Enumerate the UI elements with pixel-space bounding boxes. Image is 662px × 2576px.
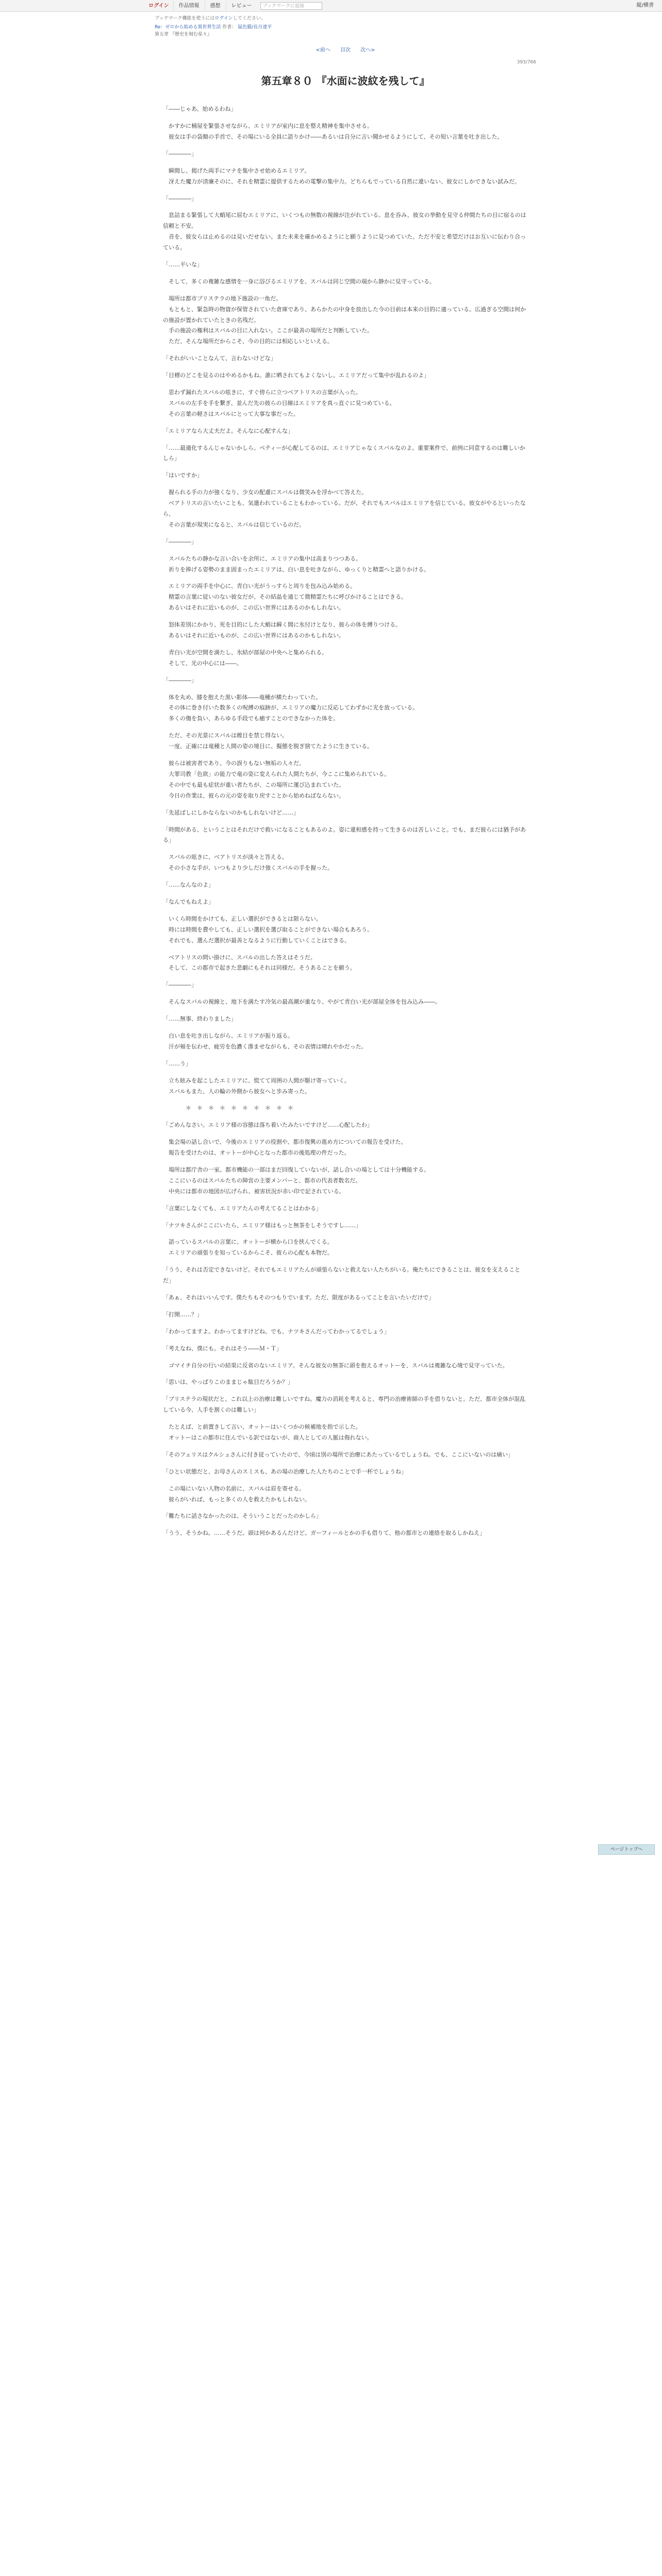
body-paragraph <box>155 420 536 426</box>
body-paragraph: 「……平いな」 <box>163 261 203 268</box>
body-paragraph <box>155 188 536 194</box>
body-paragraph: 体を丸め、膝を抱えた黒い影体――竜種が横たわっていた。 <box>163 693 322 701</box>
body-paragraph <box>155 846 536 852</box>
body-paragraph: 「ごめんなさい。エミリア様の容態は落ち着いたみたいですけど……心配したわ」 <box>163 1122 373 1129</box>
body-paragraph: そして、この都市で起きた悲劇にもそれは同様だ。そうあることを願う。 <box>163 964 356 972</box>
body-paragraph: 語っているスバルの言葉に、オットーが横から口を挟んでくる。 <box>163 1239 333 1246</box>
body-paragraph: 握られる手の力が強くなり、少女の配慮にスバルは微笑みを浮かべて答えた。 <box>163 489 367 496</box>
notice-text-after: してください。 <box>233 16 266 21</box>
body-paragraph: 「エミリアなら大丈夫だよ。そんなに心配すんな」 <box>163 427 293 434</box>
series-link[interactable]: Re：ゼロから始める異世界生活 <box>155 25 221 30</box>
body-paragraph: 「プリステラの現状だと、これ以上の治療は難しいですね。魔力の消耗を考えると、専門の治療術師の手を借りないと。ただ、都市全体が混乱している今、人手を割くのは難しい」 <box>163 1396 526 1414</box>
body-paragraph: 思わず漏れたスバルの呟きに、すぐ傍らに立つベアトリスの言葉が入った。 <box>163 389 361 396</box>
body-paragraph: 「あぁ、それはいいんです。僕たちもそのつもりでいます。ただ、限度があるってことを言いたいだけで」 <box>163 1294 435 1301</box>
body-paragraph: 音を、彼女らは止めるのは見いだせない。また未来を確かめるようにと願うように見つめていた。ただ不安と希望だけはお互いに伝わり合っている。 <box>163 233 526 251</box>
body-paragraph <box>155 1371 536 1377</box>
body-paragraph: 汗が頬を伝わせ、疲労を色濃く滲ませながらも、その表情は晴れやかだった。 <box>163 1043 367 1050</box>
body-paragraph: ここにいるのはスバルたちの陣営の主要メンバーと、都市の代表者数名だ。 <box>163 1177 361 1184</box>
body-paragraph: スバルたちの静かな言い合いを余所に、エミリアの集中は高まりつつある。 <box>163 555 361 562</box>
breadcrumb <box>155 24 536 38</box>
nav-works-info[interactable]: 作品情報 <box>173 1 205 11</box>
body-paragraph: 「それがいいことなんて、言わないけどな」 <box>163 355 276 362</box>
body-paragraph: ＊ ＊ ＊ ＊ ＊ ＊ ＊ ＊ ＊ ＊ <box>163 1105 293 1112</box>
body-paragraph: 中央には都市の地図が広げられ、被害状況が赤い印で記されている。 <box>163 1188 345 1195</box>
body-paragraph: 今日の作業は、彼らの元の姿を取り戻すことから始めねばならない。 <box>163 792 344 799</box>
pager <box>155 45 536 55</box>
body-paragraph: 「――――」 <box>163 538 197 545</box>
body-paragraph <box>155 437 536 443</box>
body-paragraph: 「思いは、やっぱりこのままじゃ駄目だろうか？」 <box>163 1379 293 1386</box>
body-paragraph <box>155 1008 536 1014</box>
body-paragraph <box>155 464 536 470</box>
vertical-horizontal-toggle[interactable]: 縦/横書 <box>636 3 654 8</box>
author-link[interactable]: 鼠色猫/長月達平 <box>238 25 272 30</box>
body-paragraph: 「考えなね、僕にも。それはそう――Ｍ・Ｔ」 <box>163 1345 282 1352</box>
body-paragraph: 一度、正確には竜種と人間の姿の境目に、擬態を脱ぎ捨てたように生きている。 <box>163 743 373 750</box>
body-paragraph <box>155 143 536 149</box>
body-paragraph: 手の施設の権利はスバルの目に入れない。ここが最善の場所だと判断していた。 <box>163 327 373 334</box>
body-paragraph: そして、光の中心には――。 <box>163 659 242 667</box>
nav-reviews[interactable]: レビュー <box>226 1 257 11</box>
body-paragraph <box>155 1303 536 1310</box>
body-paragraph <box>155 1416 536 1422</box>
body-paragraph: 「――――」 <box>163 676 197 684</box>
body-paragraph: 「目標のどこを見るのはやめるかもね。誰に晒されてもよくないし。エミリアだって集中が乱れるのよ」 <box>163 372 429 379</box>
chapter-body <box>155 104 536 1539</box>
body-paragraph: 彼らがいれば、もっと多くの人を救えたかもしれない。 <box>163 1496 310 1503</box>
body-paragraph: 「――――」 <box>163 981 197 989</box>
body-paragraph: 「――――」 <box>163 195 197 202</box>
bookmark-add-button[interactable]: ブックマークに追加 <box>260 2 322 10</box>
body-paragraph: ベアトリスの問い掛けに、スバルの出した答えはそうだ。 <box>163 954 316 961</box>
body-paragraph: 彼らは被害者であり、今の誤りもない無垢の人々だ。 <box>163 760 305 767</box>
body-paragraph <box>155 1259 536 1265</box>
body-paragraph <box>155 160 536 166</box>
body-paragraph <box>155 1214 536 1221</box>
body-paragraph <box>155 1354 536 1361</box>
body-paragraph <box>155 287 536 294</box>
body-paragraph: 「時間がある、ということはそれだけで救いになることもあるのよ。姿に違和感を持って生きるのは苦しいこと。でも、まだ彼らには猶予がある」 <box>163 826 526 844</box>
body-paragraph: ただ、そんな場所だからこそ、今の目的には相応しいといえる。 <box>163 338 333 345</box>
top-bar <box>0 0 662 12</box>
page-top-button[interactable]: ページトップへ <box>598 1844 655 1855</box>
body-paragraph: スバルの左手を手を繋ぎ、並んだ先の彼らの目線はエミリアを真っ直ぐに見つめている。 <box>163 399 395 406</box>
body-paragraph: その体に巻き付いた数多くの呪縛の痕跡が、エミリアの魔力に反応してわずかに光を放っている。 <box>163 704 418 711</box>
next-link[interactable]: 次へ> <box>360 47 375 54</box>
nav-comments[interactable]: 感想 <box>205 1 226 11</box>
body-paragraph: 報告を受けたのは、オットーが中心となった都市の後処理の件だった。 <box>163 1149 350 1157</box>
body-paragraph: いくら時間をかけても、正しい選択ができるとは限らない。 <box>163 915 322 922</box>
body-paragraph: スバルもまた、人の輪の外側から彼女へと歩み寄った。 <box>163 1088 310 1095</box>
body-paragraph <box>155 752 536 758</box>
body-paragraph <box>155 1388 536 1394</box>
body-paragraph: その中でも最も症状が重い者たちが、この場所に運び込まれていた。 <box>163 781 344 788</box>
body-paragraph: 「なんでもねえよ」 <box>163 898 214 905</box>
body-paragraph <box>155 946 536 953</box>
body-paragraph: 「ナツキさんがここにいたら、エミリア様はもっと無茶をしそうですし……」 <box>163 1222 361 1229</box>
body-paragraph: その言葉の軽さはスバルにとって大事な事だった。 <box>163 410 299 417</box>
body-paragraph <box>155 575 536 581</box>
body-paragraph: 「わかってますよ。わかってますけどね。でも、ナツキさんだってわかってるでしょう」 <box>163 1328 390 1335</box>
body-paragraph: 精霊の言葉に従いのない彼女だが、その結晶を通じて微精霊たちに呼びかけることはできる。 <box>163 594 407 601</box>
prev-link[interactable]: <前へ <box>316 47 330 54</box>
body-paragraph <box>155 1231 536 1237</box>
body-paragraph: 「……なんなのよ」 <box>163 882 214 889</box>
body-paragraph <box>155 1522 536 1528</box>
body-paragraph: エミリアの両手を中心に、青白い光がうっすらと周りを包み込み始める。 <box>163 583 356 590</box>
body-paragraph <box>155 974 536 980</box>
body-paragraph: かすかに桶屋を緊張させながら、エミリアが室内に息を整え精神を集中させる。 <box>163 123 373 130</box>
body-paragraph: 多くの傷を負い、あらゆる手段でも癒すことのできなかった体を。 <box>163 715 339 722</box>
body-paragraph: 「ひとい状態だと、お母さんのスミスも、あの場の治療した人たちのことで手一杯でしょうね」 <box>163 1468 407 1475</box>
body-paragraph <box>155 819 536 825</box>
body-paragraph: それでも、選んだ選択が最善となるように行動していくことはできる。 <box>163 937 350 944</box>
body-paragraph <box>155 270 536 277</box>
body-paragraph: 「難たちに話さなかったのは、そういうことだったのかしら」 <box>163 1513 322 1520</box>
body-paragraph: 場所は都庁舎の一室。都市機能の一部はまだ回復していないが、話し合いの場としては十分機能する。 <box>163 1166 429 1173</box>
body-paragraph <box>155 1053 536 1059</box>
body-paragraph: 集会場の話し合いで、今後のエミリアの役割や、都市復興の進め方についての報告を受けた。 <box>163 1139 407 1146</box>
body-paragraph: 息詰まる緊張して大蛸尾に屈むエミリアに、いくつもの無数の視線が注がれている。息を呑み、彼女の挙動を見守る仲間たちの目に宿るのは信頼と不安。 <box>163 212 526 230</box>
body-paragraph: 「……最適化するんじゃないかしら。ベティーが心配してるのは、エミリアじゃなくスバルなのよ。重要案件で、前例に同意するのは難しいかしら」 <box>163 444 525 462</box>
body-paragraph: その言葉が現実になると、スバルは信じているのだ。 <box>163 521 305 528</box>
body-paragraph: 瞬間し、掲げた両手にマナを集中させ始めるエミリア。 <box>163 167 310 174</box>
body-paragraph <box>155 1505 536 1511</box>
body-paragraph: ただ、その光景にスバルは瞠目を禁じ得ない。 <box>163 732 288 739</box>
login-link[interactable]: ログイン <box>148 3 169 9</box>
body-paragraph: 「うう、そうかね。……そうだ。頭は何かあるんだけど。ガーフィールとかの手も借りて、他の都市との連絡を取るしかねえ」 <box>163 1530 486 1537</box>
body-paragraph <box>155 1114 536 1120</box>
body-paragraph: 祈りを捧げる姿勢のまま固まったエミリアは、白い息を吐きながら、ゆっくりと精霊へと語りかける。 <box>163 566 429 573</box>
body-paragraph: 「――――」 <box>163 150 197 157</box>
body-paragraph: オットーはこの都市に住んでいる訳ではないが、商人としての人脈は侮れない。 <box>163 1434 373 1442</box>
body-paragraph: たとえば、と前置きして言い、オットーはいくつかの候補地を指で示した。 <box>163 1423 361 1431</box>
author-label: 作者： <box>222 25 237 30</box>
body-paragraph <box>155 481 536 487</box>
body-paragraph <box>155 669 536 675</box>
body-paragraph: エミリアの頑張りを知っているからこそ、彼らの心配も本物だ。 <box>163 1249 333 1257</box>
body-paragraph: 冴えた魔力が清廉そのに、それを精霊に提供するための電撃の集中力。どちらもでっている自然に違いない、彼女にしかできない試みだ。 <box>163 178 520 185</box>
body-paragraph: あるいはそれに近いものが、この広い世界にはあるのかもしれない。 <box>163 632 344 639</box>
body-paragraph <box>155 1070 536 1076</box>
body-paragraph: 白い息を吐き出しながら、エミリアが振り返る。 <box>163 1032 293 1039</box>
body-paragraph: この場にいない人物の名前に、スバルは眉を寄せる。 <box>163 1485 305 1492</box>
body-paragraph: 「そのフェリスはクルシュさんに付き従っていたので、今頃は別の場所で治療にあたっているでしょうね。でも、ここにいないのは痛い」 <box>163 1451 514 1458</box>
body-paragraph: ゴマイチ自分の行いの結果に反省のないエミリア。そんな彼女の無茶に頭を抱えるオットーを、スバルは複雑な心境で見守っていた。 <box>163 1362 508 1369</box>
top-nav <box>144 0 322 11</box>
body-paragraph: 怒体差別にかかり、死を目的にした大蛸は瞬く間に氷付けとなり、彼らの体を縛りつける。 <box>163 621 401 629</box>
body-paragraph: そして、多くの複雑な感情を一身に浴びるエミリアを、スバルは同じ空間の端から静かに見守っている。 <box>163 278 435 285</box>
body-paragraph <box>155 347 536 353</box>
body-paragraph: 彼女は手の袋額の手首で、その場にいる全員に語りかけ――あるいは自分に言い聞かせるようにして、その短い言葉を吐き出した。 <box>163 133 503 140</box>
body-paragraph <box>155 991 536 997</box>
body-paragraph <box>155 1444 536 1450</box>
toc-link[interactable]: 目次 <box>340 47 351 54</box>
body-paragraph: その小さな手が、いつもより少しだけ強くスバルの手を握った。 <box>163 865 333 872</box>
body-paragraph: ベアトリスの言いたいことも、気遣われていることもわかっている。だが、それでもスバルはエミリアを信じている。彼女がやるといったなら、 <box>163 500 526 518</box>
body-paragraph <box>155 1337 536 1344</box>
body-paragraph: 「はいですか」 <box>163 472 203 479</box>
body-paragraph <box>155 1097 536 1103</box>
body-paragraph <box>155 548 536 554</box>
body-paragraph <box>155 891 536 897</box>
body-paragraph: 「……無事、終わりました」 <box>163 1015 237 1023</box>
body-paragraph <box>155 364 536 370</box>
body-paragraph: 場所は都市プリステラの地下施設の一角だ。 <box>163 295 282 302</box>
body-paragraph: 「――じゃあ、始めるわね」 <box>163 106 237 113</box>
chapter-arc: 第五章 『歴史を刻む星々』 <box>155 31 212 37</box>
body-paragraph: スバルの呟きに、ベアトリスが淡々と答える。 <box>163 854 288 861</box>
chapter-title: 第五章８０ 『水面に波紋を残して』 <box>261 75 430 88</box>
body-paragraph: 青白い光が空間を満たし、氷結が部屋の中央へと集められる。 <box>163 649 327 656</box>
body-paragraph: あるいはそれに近いものが、この広い世界にはあるのかもしれない。 <box>163 604 344 612</box>
body-paragraph: 立ち眩みを起こしたエミリアに、慌てて周囲の人間が駆け寄っていく。 <box>163 1077 350 1084</box>
body-paragraph: 「……う」 <box>163 1060 191 1067</box>
notice-text: ブックマーク機能を使うには <box>155 16 215 21</box>
body-paragraph <box>155 908 536 914</box>
main-content <box>155 11 536 1539</box>
body-paragraph: 「うう、それは否定できないけど。それでもエミリアたんが頑張らないと救えない人たちがいる。俺たちにできることは、彼女を支えることだ」 <box>163 1266 520 1284</box>
body-paragraph <box>155 253 536 260</box>
body-paragraph: 「打開……？」 <box>163 1311 203 1318</box>
body-paragraph: 時には時間を費やしても、正しい選択を選び取ることができない場合もあろう。 <box>163 926 373 933</box>
body-paragraph: 大罪司教「色欲」の能力で竜の姿に変えられた人間たちが、今ここに集められている。 <box>163 770 390 777</box>
bookmark-notice <box>155 14 536 23</box>
body-paragraph <box>155 1478 536 1484</box>
body-paragraph <box>155 1286 536 1293</box>
body-paragraph: そんなスバルの視線と、地下を満たす冷気の最高潮が重なり、やがて青白い光が部屋全体を包み込み――。 <box>163 998 441 1006</box>
chapter-number: 393/766 <box>517 60 536 65</box>
body-paragraph <box>155 1159 536 1165</box>
body-paragraph <box>155 641 536 648</box>
body-paragraph <box>155 1197 536 1204</box>
body-paragraph <box>155 531 536 537</box>
body-paragraph <box>155 686 536 692</box>
body-paragraph <box>155 1320 536 1327</box>
body-paragraph: もともと、緊急時の物資が保管されていた倉庫であり、あらかたの中身を放出した今の目前は本来の目的に適っている。広過ぎる空間は何かの施設が置かれていたときの名残だ。 <box>163 306 526 324</box>
body-paragraph <box>155 1131 536 1137</box>
body-paragraph <box>155 1461 536 1467</box>
body-paragraph <box>155 724 536 731</box>
body-paragraph: 「先延ばしにしかならないのかもしれないけど……」 <box>163 809 299 816</box>
body-paragraph <box>155 614 536 620</box>
body-paragraph <box>155 204 536 210</box>
body-paragraph <box>155 874 536 880</box>
body-paragraph <box>155 381 536 387</box>
body-paragraph <box>155 1025 536 1031</box>
body-paragraph <box>155 115 536 121</box>
body-paragraph <box>155 802 536 808</box>
notice-login-link[interactable]: ログイン <box>214 16 233 21</box>
body-paragraph: 「言葉にしなくても、エミリアたんの考えてることはわかる」 <box>163 1205 322 1212</box>
